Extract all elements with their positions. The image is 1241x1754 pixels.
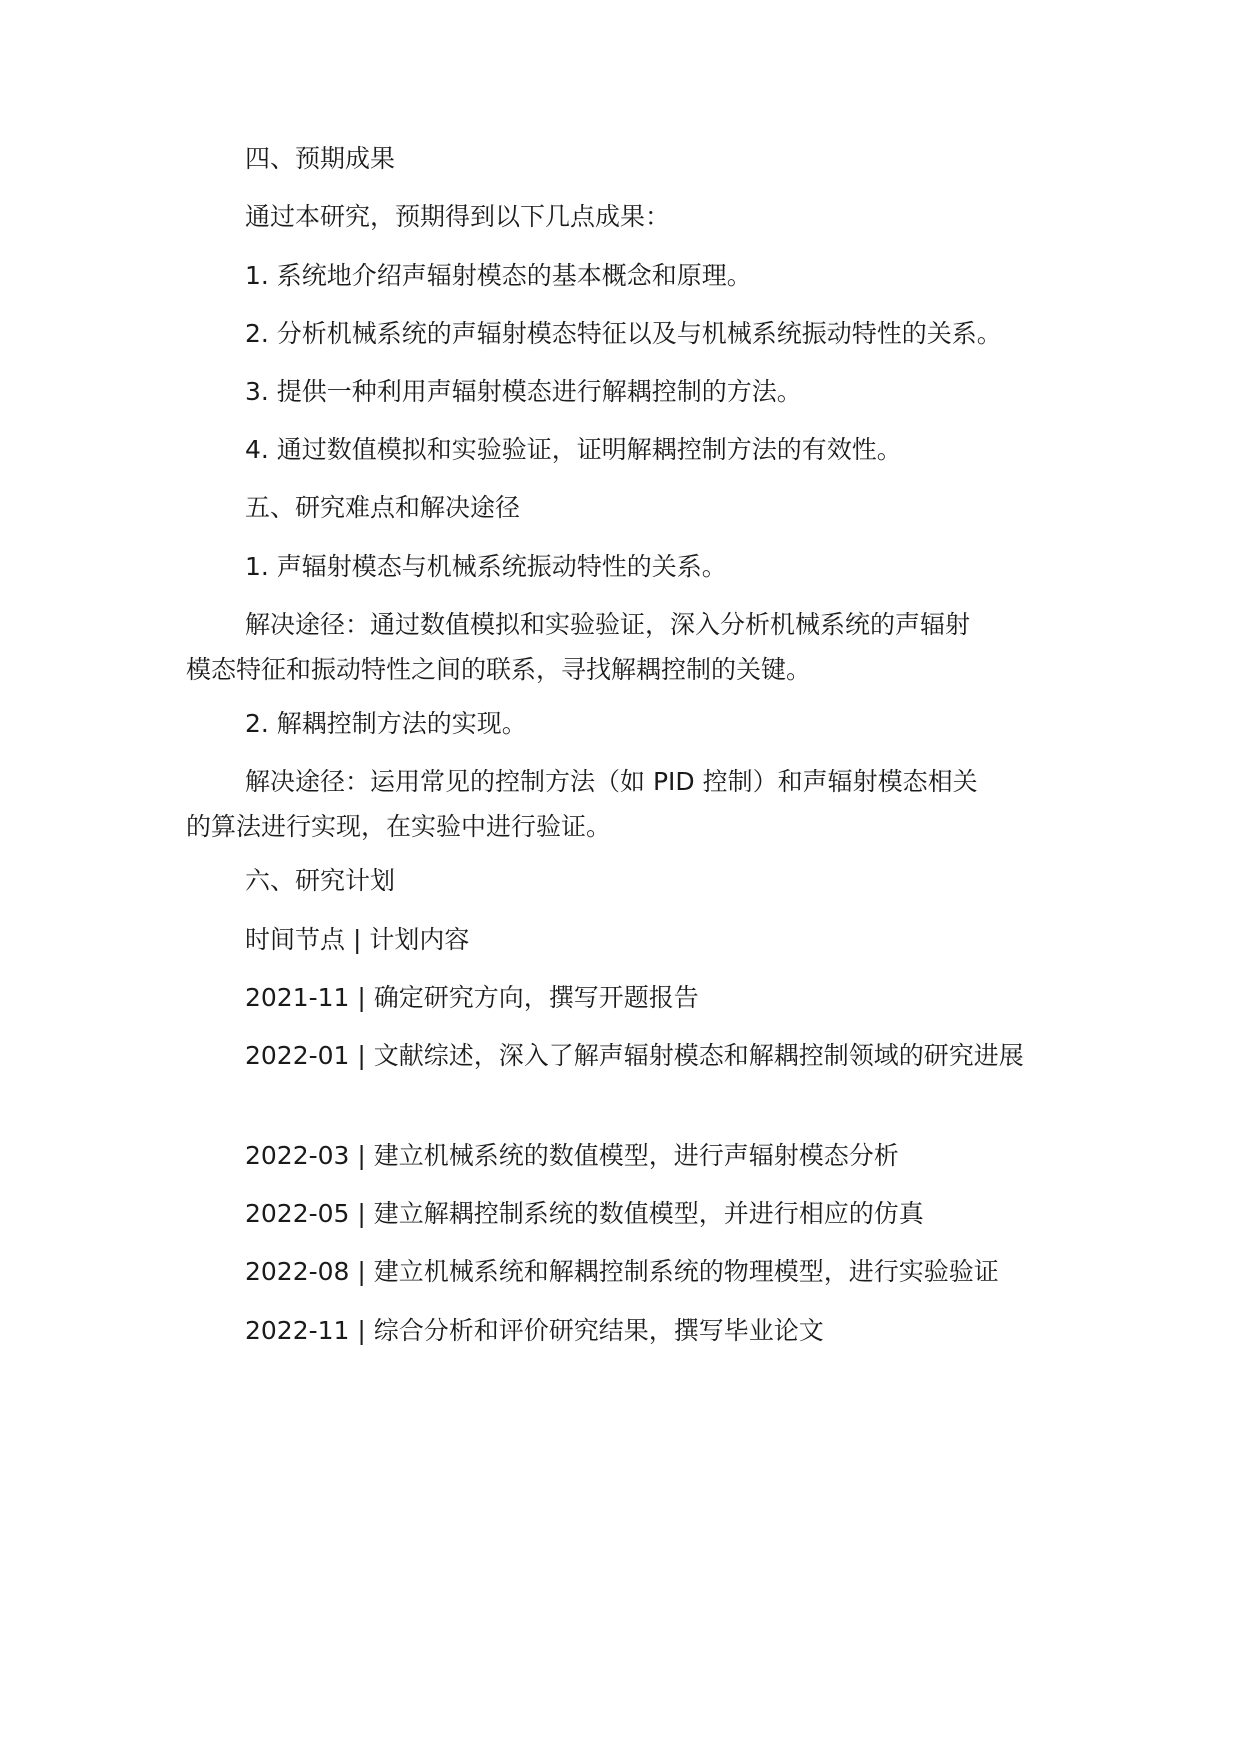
list-item-result-3: 3. 提供一种利用声辐射模态进行解耦控制的方法。 — [245, 377, 802, 406]
plan-table-header: 时间节点 | 计划内容 — [245, 925, 470, 954]
plan-row: 2022-01 | 文献综述，深入了解声辐射模态和解耦控制领域的研究进展 — [245, 1041, 1024, 1070]
list-item-difficulty-2: 2. 解耦控制方法的实现。 — [245, 709, 527, 738]
list-item-result-4: 4. 通过数值模拟和实验验证，证明解耦控制方法的有效性。 — [245, 435, 902, 464]
list-item-difficulty-1: 1. 声辐射模态与机械系统振动特性的关系。 — [245, 552, 727, 581]
paragraph-intro: 通过本研究，预期得到以下几点成果： — [245, 202, 671, 231]
plan-row: 2022-03 | 建立机械系统的数值模型，进行声辐射模态分析 — [245, 1141, 899, 1170]
plan-row: 2021-11 | 确定研究方向，撰写开题报告 — [245, 983, 699, 1012]
list-item-result-1: 1. 系统地介绍声辐射模态的基本概念和原理。 — [245, 261, 752, 290]
paragraph-solution-1: 解决途径：通过数值模拟和实验验证，深入分析机械系统的声辐射模态特征和振动特性之间的联系，寻找解耦控制的关键。 — [186, 610, 971, 684]
list-item-result-2: 2. 分析机械系统的声辐射模态特征以及与机械系统振动特性的关系。 — [245, 319, 1002, 348]
plan-row: 2022-05 | 建立解耦控制系统的数值模型，并进行相应的仿真 — [245, 1199, 924, 1228]
plan-row: 2022-08 | 建立机械系统和解耦控制系统的物理模型，进行实验验证 — [245, 1257, 999, 1286]
plan-row: 2022-11 | 综合分析和评价研究结果，撰写毕业论文 — [245, 1316, 824, 1345]
paragraph-solution-2: 解决途径：运用常见的控制方法（如 PID 控制）和声辐射模态相关的算法进行实现，在实验中进行验证。 — [186, 767, 978, 841]
section-heading-plan: 六、研究计划 — [245, 866, 396, 895]
section-heading-expected-results: 四、预期成果 — [245, 144, 396, 173]
section-heading-difficulties: 五、研究难点和解决途径 — [245, 493, 521, 522]
